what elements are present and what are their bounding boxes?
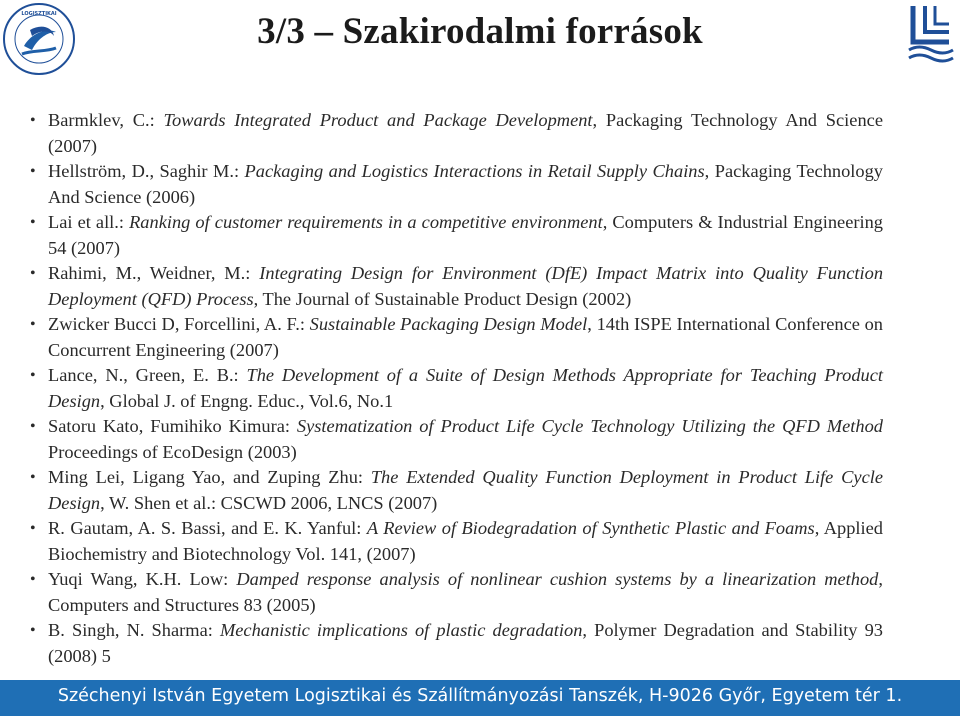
footer-bar xyxy=(0,680,960,716)
reference-source: , Applied Biochemistry and Biotechnology Vol. 141, (2007) xyxy=(48,518,883,564)
reference-source: , Computers & Industrial Engineering 54 (2007) xyxy=(48,212,883,258)
bullet-icon: • xyxy=(30,571,36,588)
reference-list xyxy=(30,108,883,669)
reference-source: , Packaging Technology And Science (2006) xyxy=(48,161,883,207)
list-item xyxy=(30,108,883,159)
list-item xyxy=(30,567,883,618)
reference-title: Ranking of customer requirements in a competitive environment xyxy=(129,212,603,232)
reference-authors: Satoru Kato, Fumihiko Kimura: xyxy=(48,416,297,436)
list-item xyxy=(30,618,883,669)
reference-source: Proceedings of EcoDesign (2003) xyxy=(48,441,297,462)
bullet-icon: • xyxy=(30,520,36,537)
reference-authors: Lance, N., Green, E. B.: xyxy=(48,365,247,385)
bullet-icon: • xyxy=(30,112,36,129)
reference-source: , Computers and Structures 83 (2005) xyxy=(48,569,883,615)
reference-authors: Hellström, D., Saghir M.: xyxy=(48,161,245,181)
bullet-icon: • xyxy=(30,469,36,486)
slide-title: 3/3 – Szakirodalmi források xyxy=(257,11,703,52)
list-item xyxy=(30,363,883,414)
bullet-icon: • xyxy=(30,418,36,435)
svg-text:LOGISZTIKAI: LOGISZTIKAI xyxy=(21,11,57,17)
reference-title: Towards Integrated Product and Package Development xyxy=(163,110,593,130)
reference-authors: Barmklev, C.: xyxy=(48,110,164,130)
reference-title: A Review of Biodegradation of Synthetic Plastic and Foams xyxy=(366,518,815,538)
reference-source: , Global J. of Engng. Educ., Vol.6, No.1 xyxy=(100,390,394,411)
list-item xyxy=(30,261,883,312)
bullet-icon: • xyxy=(30,214,36,231)
reference-title: Systematization of Product Life Cycle Technology Utilizing the QFD Method xyxy=(296,416,883,436)
reference-authors: Ming Lei, Ligang Yao, and Zuping Zhu: xyxy=(48,467,371,487)
footer-text: Széchenyi István Egyetem Logisztikai és Szállítmányozási Tanszék, H-9026 Győr, Egyetem tér 1. xyxy=(57,686,903,706)
reference-title: The Development of a Suite of Design Methods Appropriate for Teaching Product Design xyxy=(48,365,883,411)
list-item xyxy=(30,465,883,516)
reference-title: Integrating Design for Environment (DfE) Impact Matrix into Quality Function Deployment (QFD) Process xyxy=(48,263,884,309)
reference-title: The Extended Quality Function Deployment in Product Life Cycle Design xyxy=(48,467,884,513)
reference-authors: Zwicker Bucci D, Forcellini, A. F.: xyxy=(48,314,310,334)
reference-authors: Rahimi, M., Weidner, M.: xyxy=(48,263,260,283)
list-item xyxy=(30,414,883,465)
reference-source: , Packaging Technology And Science (2007) xyxy=(48,110,883,156)
bullet-icon: • xyxy=(30,163,36,180)
bullet-icon: • xyxy=(30,265,36,282)
reference-title: Damped response analysis of nonlinear cushion systems by a linearization method xyxy=(236,569,879,589)
reference-source: , The Journal of Sustainable Product Design (2002) xyxy=(253,288,632,309)
reference-source: , 14th ISPE International Conference on Concurrent Engineering (2007) xyxy=(48,314,883,360)
bullet-icon: • xyxy=(30,367,36,384)
reference-source: , Polymer Degradation and Stability 93 (2008) 5 xyxy=(48,620,883,666)
reference-title: Sustainable Packaging Design Model xyxy=(309,314,588,334)
reference-title: Mechanistic implications of plastic degradation xyxy=(219,620,583,640)
bullet-icon: • xyxy=(30,622,36,639)
reference-authors: Yuqi Wang, K.H. Low: xyxy=(48,569,237,589)
reference-authors: Lai et all.: xyxy=(48,212,130,232)
reference-source: , W. Shen et al.: CSCWD 2006, LNCS (2007) xyxy=(100,492,438,513)
list-item xyxy=(30,516,883,567)
reference-authors: B. Singh, N. Sharma: xyxy=(48,620,220,640)
reference-authors: R. Gautam, A. S. Bassi, and E. K. Yanful: xyxy=(48,518,367,538)
bullet-icon: • xyxy=(30,316,36,333)
list-item xyxy=(30,312,883,363)
reference-title: Packaging and Logistics Interactions in Retail Supply Chains xyxy=(244,161,705,181)
list-item xyxy=(30,159,883,210)
list-item xyxy=(30,210,883,261)
